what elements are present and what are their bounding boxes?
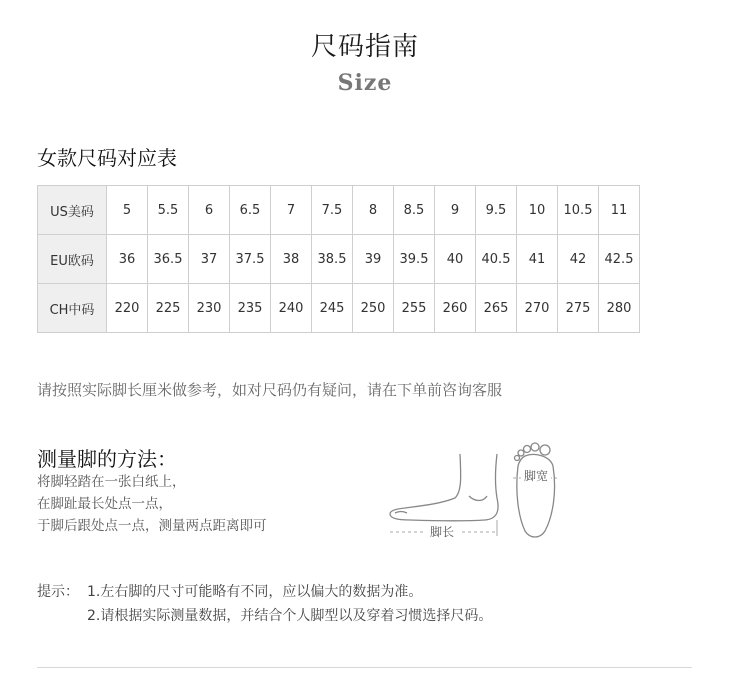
size-row-label: CH中码: [38, 284, 107, 333]
size-cell: 39.5: [394, 235, 435, 284]
tip-item-1: 1.左右脚的尺寸可能略有不同，应以偏大的数据为准。: [87, 584, 423, 600]
tips-block: [37, 580, 492, 628]
foot-width-label: 脚宽: [523, 469, 549, 483]
size-cell: 11: [599, 186, 640, 235]
size-cell: 6.5: [230, 186, 271, 235]
size-row: [38, 186, 640, 235]
page-title: 尺码指南: [310, 32, 419, 62]
size-cell: 225: [148, 284, 189, 333]
size-cell: 220: [107, 284, 148, 333]
tip-item-2: 2.请根据实际测量数据，并结合个人脚型以及穿着习惯选择尺码。: [87, 608, 493, 624]
foot-length-label: 脚长: [429, 525, 455, 539]
foot-top-icon: [515, 443, 555, 537]
size-row: [38, 284, 640, 333]
size-cell: 6: [189, 186, 230, 235]
measure-title: 测量脚的方法：: [37, 447, 177, 471]
size-cell: 260: [435, 284, 476, 333]
foot-measure-illustration: [385, 436, 575, 546]
size-cell: 39: [353, 235, 394, 284]
size-cell: 280: [599, 284, 640, 333]
size-cell: 9.5: [476, 186, 517, 235]
size-note: 请按照实际脚长厘米做参考，如对尺码仍有疑问，请在下单前咨询客服: [37, 381, 503, 399]
size-row: [38, 235, 640, 284]
size-cell: 265: [476, 284, 517, 333]
size-cell: 10: [517, 186, 558, 235]
bottom-divider: [37, 667, 692, 668]
size-cell: 235: [230, 284, 271, 333]
measure-step-2: 在脚趾最长处点一点，: [37, 496, 172, 512]
size-cell: 245: [312, 284, 353, 333]
size-cell: 5.5: [148, 186, 189, 235]
size-cell: 37: [189, 235, 230, 284]
size-cell: 36.5: [148, 235, 189, 284]
size-cell: 255: [394, 284, 435, 333]
tips-label: 提示：: [37, 584, 79, 600]
size-cell: 5: [107, 186, 148, 235]
size-cell: 37.5: [230, 235, 271, 284]
size-cell: 275: [558, 284, 599, 333]
size-cell: 36: [107, 235, 148, 284]
size-cell: 240: [271, 284, 312, 333]
measure-step-3: 于脚后跟处点一点，测量两点距离即可: [37, 518, 267, 534]
measure-instructions: [37, 471, 267, 537]
size-chart-table: [37, 185, 640, 333]
size-chart-title: 女款尺码对应表: [37, 146, 177, 170]
size-row-label: EU欧码: [38, 235, 107, 284]
size-cell: 38: [271, 235, 312, 284]
size-cell: 38.5: [312, 235, 353, 284]
size-cell: 40: [435, 235, 476, 284]
measure-step-1: 将脚轻踏在一张白纸上，: [37, 474, 186, 490]
size-cell: 7.5: [312, 186, 353, 235]
size-cell: 7: [271, 186, 312, 235]
foot-side-icon: [390, 454, 498, 521]
size-cell: 270: [517, 284, 558, 333]
size-cell: 10.5: [558, 186, 599, 235]
size-row-label: US美码: [38, 186, 107, 235]
size-cell: 42: [558, 235, 599, 284]
size-cell: 230: [189, 284, 230, 333]
page-subtitle: Size: [337, 70, 393, 96]
size-cell: 41: [517, 235, 558, 284]
size-cell: 8.5: [394, 186, 435, 235]
size-cell: 9: [435, 186, 476, 235]
size-cell: 8: [353, 186, 394, 235]
size-cell: 250: [353, 284, 394, 333]
size-cell: 42.5: [599, 235, 640, 284]
size-cell: 40.5: [476, 235, 517, 284]
